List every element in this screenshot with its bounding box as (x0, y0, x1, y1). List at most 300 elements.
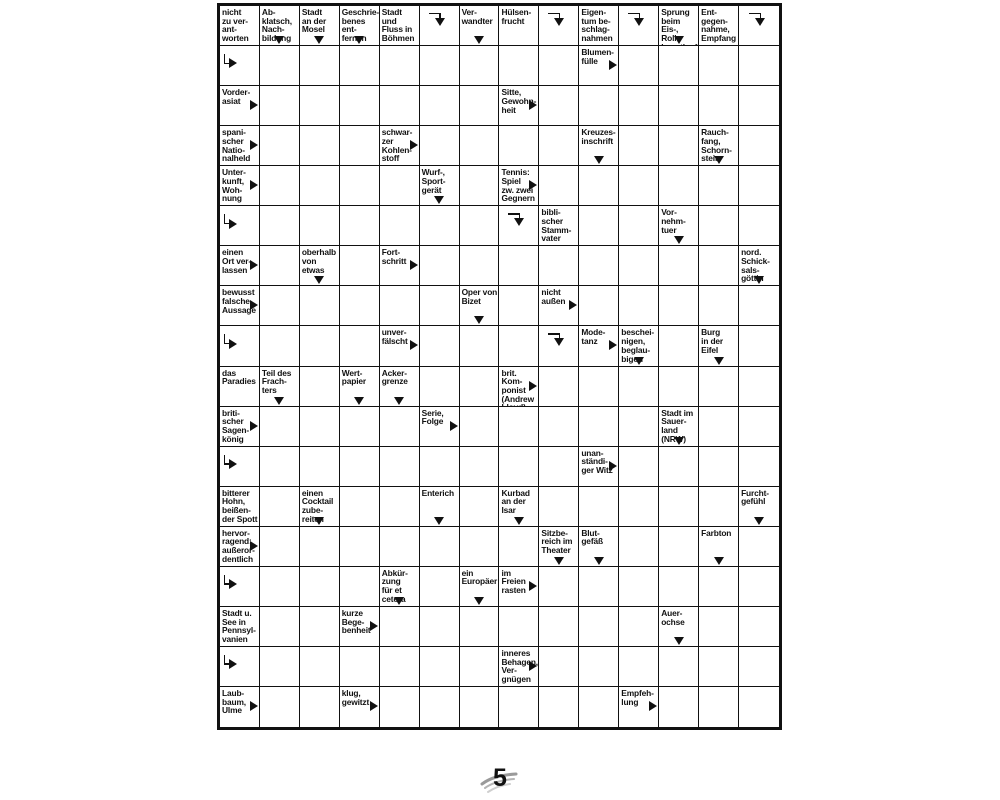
answer-cell[interactable] (619, 166, 659, 206)
clue-text: brit. Kom- ponist (Andrew (501, 367, 534, 404)
answer-cell[interactable] (579, 166, 619, 206)
arrow-down-icon (314, 276, 324, 284)
answer-cell[interactable] (260, 86, 300, 126)
clue-cell (499, 86, 539, 126)
answer-cell[interactable] (699, 206, 739, 246)
clue-text: Ver- wandter (461, 7, 493, 26)
answer-cell[interactable] (739, 367, 779, 407)
answer-cell[interactable] (699, 166, 739, 206)
arrow-right-icon (250, 180, 258, 190)
answer-cell[interactable] (619, 46, 659, 86)
clue-cell (420, 6, 460, 46)
answer-cell[interactable] (619, 206, 659, 246)
answer-cell[interactable] (420, 286, 460, 326)
answer-cell[interactable] (619, 447, 659, 487)
clue-text: spani- scher Natio- nalheld (222, 127, 251, 164)
clue-cell (460, 286, 500, 326)
clue-text: ein Europäer (461, 567, 498, 587)
answer-cell[interactable] (260, 487, 300, 527)
clue-cell (340, 367, 380, 407)
answer-cell[interactable] (420, 206, 460, 246)
clue-text: Auer- ochse (661, 607, 685, 627)
answer-cell[interactable] (539, 487, 579, 527)
answer-cell[interactable] (300, 407, 340, 447)
clue-cell (420, 166, 460, 206)
answer-cell[interactable] (539, 246, 579, 286)
answer-cell[interactable] (380, 407, 420, 447)
answer-cell[interactable] (340, 326, 380, 366)
answer-cell[interactable] (420, 86, 460, 126)
answer-cell[interactable] (380, 447, 420, 487)
answer-cell[interactable] (260, 687, 300, 727)
answer-cell[interactable] (539, 607, 579, 647)
answer-cell[interactable] (619, 647, 659, 687)
answer-cell[interactable] (539, 367, 579, 407)
clue-cell (699, 6, 739, 46)
answer-cell[interactable] (739, 46, 779, 86)
answer-cell[interactable] (539, 647, 579, 687)
answer-cell[interactable] (300, 447, 340, 487)
answer-cell[interactable] (460, 487, 500, 527)
answer-cell[interactable] (659, 286, 699, 326)
answer-cell[interactable] (579, 206, 619, 246)
clue-text: Sprung beim Eis-, Roll- (661, 7, 690, 44)
clue-text: Blumen- fülle (581, 47, 614, 66)
clue-text: Sitzbe- reich im Theater (541, 527, 573, 556)
clue-cell (220, 607, 260, 647)
answer-cell[interactable] (260, 647, 300, 687)
clue-cell (539, 286, 579, 326)
answer-cell[interactable] (579, 687, 619, 727)
answer-cell[interactable] (380, 166, 420, 206)
clue-cell (220, 687, 260, 727)
answer-cell[interactable] (739, 527, 779, 567)
clue-cell (579, 527, 619, 567)
clue-cell (499, 487, 539, 527)
clue-text: Oper von Bizet (461, 287, 498, 307)
answer-cell[interactable] (699, 367, 739, 407)
answer-cell[interactable] (539, 46, 579, 86)
answer-cell[interactable] (300, 647, 340, 687)
answer-cell[interactable] (659, 126, 699, 166)
arrow-right-down-icon (508, 213, 524, 227)
answer-cell[interactable] (420, 46, 460, 86)
answer-cell[interactable] (539, 567, 579, 607)
clue-text: Fort- schritt (381, 247, 407, 267)
arrow-down-icon (434, 517, 444, 525)
clue-cell (220, 647, 260, 687)
clue-text: Blut- gefäß (581, 527, 603, 547)
clue-text: beschei- nigen, beglau- bigen (621, 327, 655, 364)
clue-cell (340, 6, 380, 46)
answer-cell[interactable] (579, 647, 619, 687)
answer-cell[interactable] (619, 407, 659, 447)
arrow-right-icon (250, 260, 258, 270)
answer-cell[interactable] (340, 447, 380, 487)
clue-text: Vor- nehm- tuer (661, 207, 686, 235)
answer-cell[interactable] (460, 126, 500, 166)
arrow-down-icon (474, 597, 484, 605)
answer-cell[interactable] (659, 647, 699, 687)
answer-cell[interactable] (300, 286, 340, 326)
answer-cell[interactable] (460, 86, 500, 126)
page-number (480, 762, 520, 796)
clue-cell (739, 487, 779, 527)
answer-cell[interactable] (699, 46, 739, 86)
answer-cell[interactable] (699, 246, 739, 286)
answer-cell[interactable] (260, 447, 300, 487)
answer-cell[interactable] (380, 46, 420, 86)
answer-cell[interactable] (260, 527, 300, 567)
clue-cell (220, 487, 260, 527)
answer-cell[interactable] (619, 487, 659, 527)
answer-cell[interactable] (619, 246, 659, 286)
clue-cell (300, 6, 340, 46)
answer-cell[interactable] (499, 527, 539, 567)
arrow-right-icon (529, 381, 537, 391)
answer-cell[interactable] (380, 647, 420, 687)
answer-cell[interactable] (699, 447, 739, 487)
clue-cell (420, 407, 460, 447)
answer-cell[interactable] (619, 567, 659, 607)
answer-cell[interactable] (739, 607, 779, 647)
clue-cell (579, 126, 619, 166)
answer-cell[interactable] (539, 166, 579, 206)
answer-cell[interactable] (699, 647, 739, 687)
answer-cell[interactable] (499, 46, 539, 86)
clue-text: Unter- kunft, Woh- nung (222, 167, 246, 204)
clue-text: nord. Schick- sals- göttin (741, 247, 770, 284)
answer-cell[interactable] (619, 126, 659, 166)
answer-cell[interactable] (579, 367, 619, 407)
answer-cell[interactable] (260, 46, 300, 86)
clue-cell (739, 246, 779, 286)
answer-cell[interactable] (460, 607, 500, 647)
answer-cell[interactable] (340, 246, 380, 286)
clue-text: Ab- klatsch, Nach- bildung (261, 7, 292, 44)
answer-cell[interactable] (260, 567, 300, 607)
clue-text: Serie, Folge (421, 407, 444, 427)
clue-text: Abkür- zung für et cetera (381, 567, 408, 604)
answer-cell[interactable] (619, 286, 659, 326)
clue-text: Eigen- tum be- schlag- nahmen (581, 7, 613, 44)
clue-cell (380, 6, 420, 46)
answer-cell[interactable] (739, 447, 779, 487)
answer-cell[interactable] (739, 86, 779, 126)
answer-cell[interactable] (260, 206, 300, 246)
answer-cell[interactable] (499, 326, 539, 366)
answer-cell[interactable] (739, 326, 779, 366)
clue-text: oberhalb von etwas (301, 247, 337, 275)
arrow-right-down-icon (628, 13, 644, 27)
answer-cell[interactable] (340, 407, 380, 447)
arrow-right-icon (609, 461, 617, 471)
answer-cell[interactable] (340, 86, 380, 126)
clue-cell (260, 367, 300, 407)
answer-cell[interactable] (340, 567, 380, 607)
answer-cell[interactable] (619, 367, 659, 407)
answer-cell[interactable] (499, 687, 539, 727)
answer-cell[interactable] (300, 46, 340, 86)
answer-cell[interactable] (300, 687, 340, 727)
clue-cell (380, 246, 420, 286)
answer-cell[interactable] (539, 447, 579, 487)
answer-cell[interactable] (699, 286, 739, 326)
clue-cell (220, 447, 260, 487)
clue-cell (460, 567, 500, 607)
answer-cell[interactable] (499, 607, 539, 647)
answer-cell[interactable] (659, 246, 699, 286)
clue-text: Geschrie- benes ent- fernen (341, 7, 380, 44)
answer-cell[interactable] (460, 407, 500, 447)
answer-cell[interactable] (340, 647, 380, 687)
answer-cell[interactable] (460, 166, 500, 206)
answer-cell[interactable] (460, 447, 500, 487)
answer-cell[interactable] (260, 126, 300, 166)
clue-cell (499, 6, 539, 46)
answer-cell[interactable] (499, 407, 539, 447)
answer-cell[interactable] (579, 246, 619, 286)
clue-cell (659, 407, 699, 447)
answer-cell[interactable] (579, 407, 619, 447)
arrow-down-icon (434, 196, 444, 204)
answer-cell[interactable] (739, 567, 779, 607)
answer-cell[interactable] (260, 607, 300, 647)
arrow-down-icon (674, 437, 684, 445)
answer-cell[interactable] (300, 567, 340, 607)
clue-cell (380, 326, 420, 366)
arrow-right-icon (410, 340, 418, 350)
arrow-right-icon (410, 260, 418, 270)
clue-cell (220, 206, 260, 246)
clue-cell (220, 126, 260, 166)
answer-cell[interactable] (260, 286, 300, 326)
arrow-right-icon (250, 541, 258, 551)
answer-cell[interactable] (539, 407, 579, 447)
clue-cell (340, 687, 380, 727)
answer-cell[interactable] (699, 567, 739, 607)
arrow-down-icon (674, 236, 684, 244)
answer-cell[interactable] (739, 647, 779, 687)
arrow-down-icon (754, 517, 764, 525)
answer-cell[interactable] (260, 407, 300, 447)
answer-cell[interactable] (420, 567, 460, 607)
answer-cell[interactable] (460, 326, 500, 366)
clue-text: Wert- papier (341, 367, 367, 387)
answer-cell[interactable] (340, 286, 380, 326)
clue-text: Acker- grenze (381, 367, 408, 387)
answer-cell[interactable] (699, 86, 739, 126)
arrow-down-icon (674, 637, 684, 645)
answer-cell[interactable] (260, 246, 300, 286)
answer-cell[interactable] (499, 246, 539, 286)
clue-cell (699, 326, 739, 366)
answer-cell[interactable] (460, 527, 500, 567)
answer-cell[interactable] (460, 206, 500, 246)
arrow-down-icon (274, 36, 284, 44)
answer-cell[interactable] (300, 166, 340, 206)
answer-cell[interactable] (460, 367, 500, 407)
clue-text: bitterer Hohn, beißen- der Spott (222, 487, 258, 524)
answer-cell[interactable] (659, 527, 699, 567)
answer-cell[interactable] (300, 527, 340, 567)
clue-cell (499, 206, 539, 246)
answer-cell[interactable] (420, 326, 460, 366)
answer-cell[interactable] (300, 607, 340, 647)
answer-cell[interactable] (659, 567, 699, 607)
answer-cell[interactable] (739, 286, 779, 326)
arrow-right-icon (450, 421, 458, 431)
answer-cell[interactable] (300, 126, 340, 166)
arrow-down-icon (514, 517, 524, 525)
answer-cell[interactable] (499, 447, 539, 487)
answer-cell[interactable] (300, 86, 340, 126)
clue-text: Ent- gegen- nahme, Empfang (701, 7, 736, 44)
arrow-down-icon (714, 357, 724, 365)
clue-cell (499, 567, 539, 607)
clue-cell (380, 567, 420, 607)
answer-cell[interactable] (579, 286, 619, 326)
answer-cell[interactable] (380, 607, 420, 647)
answer-cell[interactable] (420, 447, 460, 487)
answer-cell[interactable] (420, 647, 460, 687)
clue-text: klug, gewitzt (341, 687, 370, 707)
clue-text: inneres Behagen, Ver- gnügen (501, 647, 538, 684)
clue-cell (420, 487, 460, 527)
answer-cell[interactable] (420, 687, 460, 727)
answer-cell[interactable] (659, 687, 699, 727)
arrow-down-icon (354, 36, 364, 44)
answer-cell[interactable] (739, 407, 779, 447)
answer-cell[interactable] (659, 46, 699, 86)
answer-cell[interactable] (420, 527, 460, 567)
answer-cell[interactable] (579, 487, 619, 527)
answer-cell[interactable] (739, 166, 779, 206)
arrow-down-icon (594, 156, 604, 164)
answer-cell[interactable] (579, 567, 619, 607)
clue-text: unver- fälscht (381, 327, 408, 347)
answer-cell[interactable] (420, 367, 460, 407)
answer-cell[interactable] (300, 326, 340, 366)
answer-cell[interactable] (699, 487, 739, 527)
answer-cell[interactable] (659, 166, 699, 206)
answer-cell[interactable] (699, 687, 739, 727)
answer-cell[interactable] (539, 86, 579, 126)
arrow-down-icon (594, 557, 604, 565)
answer-cell[interactable] (340, 206, 380, 246)
clue-cell (260, 6, 300, 46)
clue-cell (659, 6, 699, 46)
clue-text: nicht außen (541, 287, 566, 307)
clue-cell (699, 527, 739, 567)
answer-cell[interactable] (340, 487, 380, 527)
answer-cell[interactable] (619, 607, 659, 647)
arrow-down-icon (394, 597, 404, 605)
arrow-right-icon (529, 581, 537, 591)
arrow-down-icon (394, 397, 404, 405)
clue-text: Kurbad an der Isar (501, 487, 530, 516)
clue-text: briti- scher Sagen- könig (222, 407, 250, 444)
arrow-down-icon (714, 557, 724, 565)
answer-cell[interactable] (460, 687, 500, 727)
answer-cell[interactable] (460, 46, 500, 86)
clue-text: bewusst falsche Aussage (222, 287, 256, 315)
arrow-right-icon (529, 661, 537, 671)
answer-cell[interactable] (499, 286, 539, 326)
answer-cell[interactable] (619, 86, 659, 126)
answer-cell[interactable] (579, 607, 619, 647)
arrow-right-icon (609, 340, 617, 350)
arrow-right-down-icon (548, 333, 564, 347)
answer-cell[interactable] (340, 166, 380, 206)
answer-cell[interactable] (460, 246, 500, 286)
clue-cell (220, 407, 260, 447)
answer-cell[interactable] (340, 126, 380, 166)
answer-cell[interactable] (539, 687, 579, 727)
clue-cell (220, 166, 260, 206)
answer-cell[interactable] (380, 487, 420, 527)
answer-cell[interactable] (699, 607, 739, 647)
answer-cell[interactable] (340, 527, 380, 567)
answer-cell[interactable] (739, 126, 779, 166)
answer-cell[interactable] (420, 607, 460, 647)
answer-cell[interactable] (380, 86, 420, 126)
answer-cell[interactable] (699, 407, 739, 447)
answer-cell[interactable] (300, 367, 340, 407)
clue-cell (539, 326, 579, 366)
answer-cell[interactable] (380, 286, 420, 326)
clue-text: hervor- ragend; außeror- dentlich (222, 527, 255, 564)
answer-cell[interactable] (260, 326, 300, 366)
arrow-right-icon (250, 100, 258, 110)
answer-cell[interactable] (340, 46, 380, 86)
answer-cell[interactable] (460, 647, 500, 687)
answer-cell[interactable] (739, 687, 779, 727)
answer-cell[interactable] (300, 206, 340, 246)
clue-text: im Freien rasten (501, 567, 526, 596)
clue-text: Sitte, Gewohn- heit (501, 87, 537, 115)
answer-cell[interactable] (420, 246, 460, 286)
arrow-down-right-icon (224, 214, 236, 224)
answer-cell[interactable] (659, 326, 699, 366)
answer-cell[interactable] (619, 527, 659, 567)
answer-cell[interactable] (659, 487, 699, 527)
answer-cell[interactable] (739, 206, 779, 246)
answer-cell[interactable] (380, 687, 420, 727)
answer-cell[interactable] (539, 126, 579, 166)
answer-cell[interactable] (380, 206, 420, 246)
clue-cell (619, 326, 659, 366)
clue-cell (220, 527, 260, 567)
arrow-right-icon (250, 140, 258, 150)
page-number-text: 5 (493, 764, 506, 792)
answer-cell[interactable] (260, 166, 300, 206)
clue-text: Stadt und Fluss in Böhmen (381, 7, 415, 44)
arrow-down-icon (634, 357, 644, 365)
answer-cell[interactable] (579, 86, 619, 126)
answer-cell[interactable] (499, 126, 539, 166)
clue-text: Stadt u. See in Pennsyl- vanien (222, 607, 256, 644)
answer-cell[interactable] (659, 367, 699, 407)
answer-cell[interactable] (659, 447, 699, 487)
clue-cell (300, 487, 340, 527)
answer-cell[interactable] (380, 527, 420, 567)
arrow-down-icon (354, 397, 364, 405)
answer-cell[interactable] (659, 86, 699, 126)
arrow-down-icon (754, 276, 764, 284)
answer-cell[interactable] (420, 126, 460, 166)
arrow-right-icon (649, 701, 657, 711)
